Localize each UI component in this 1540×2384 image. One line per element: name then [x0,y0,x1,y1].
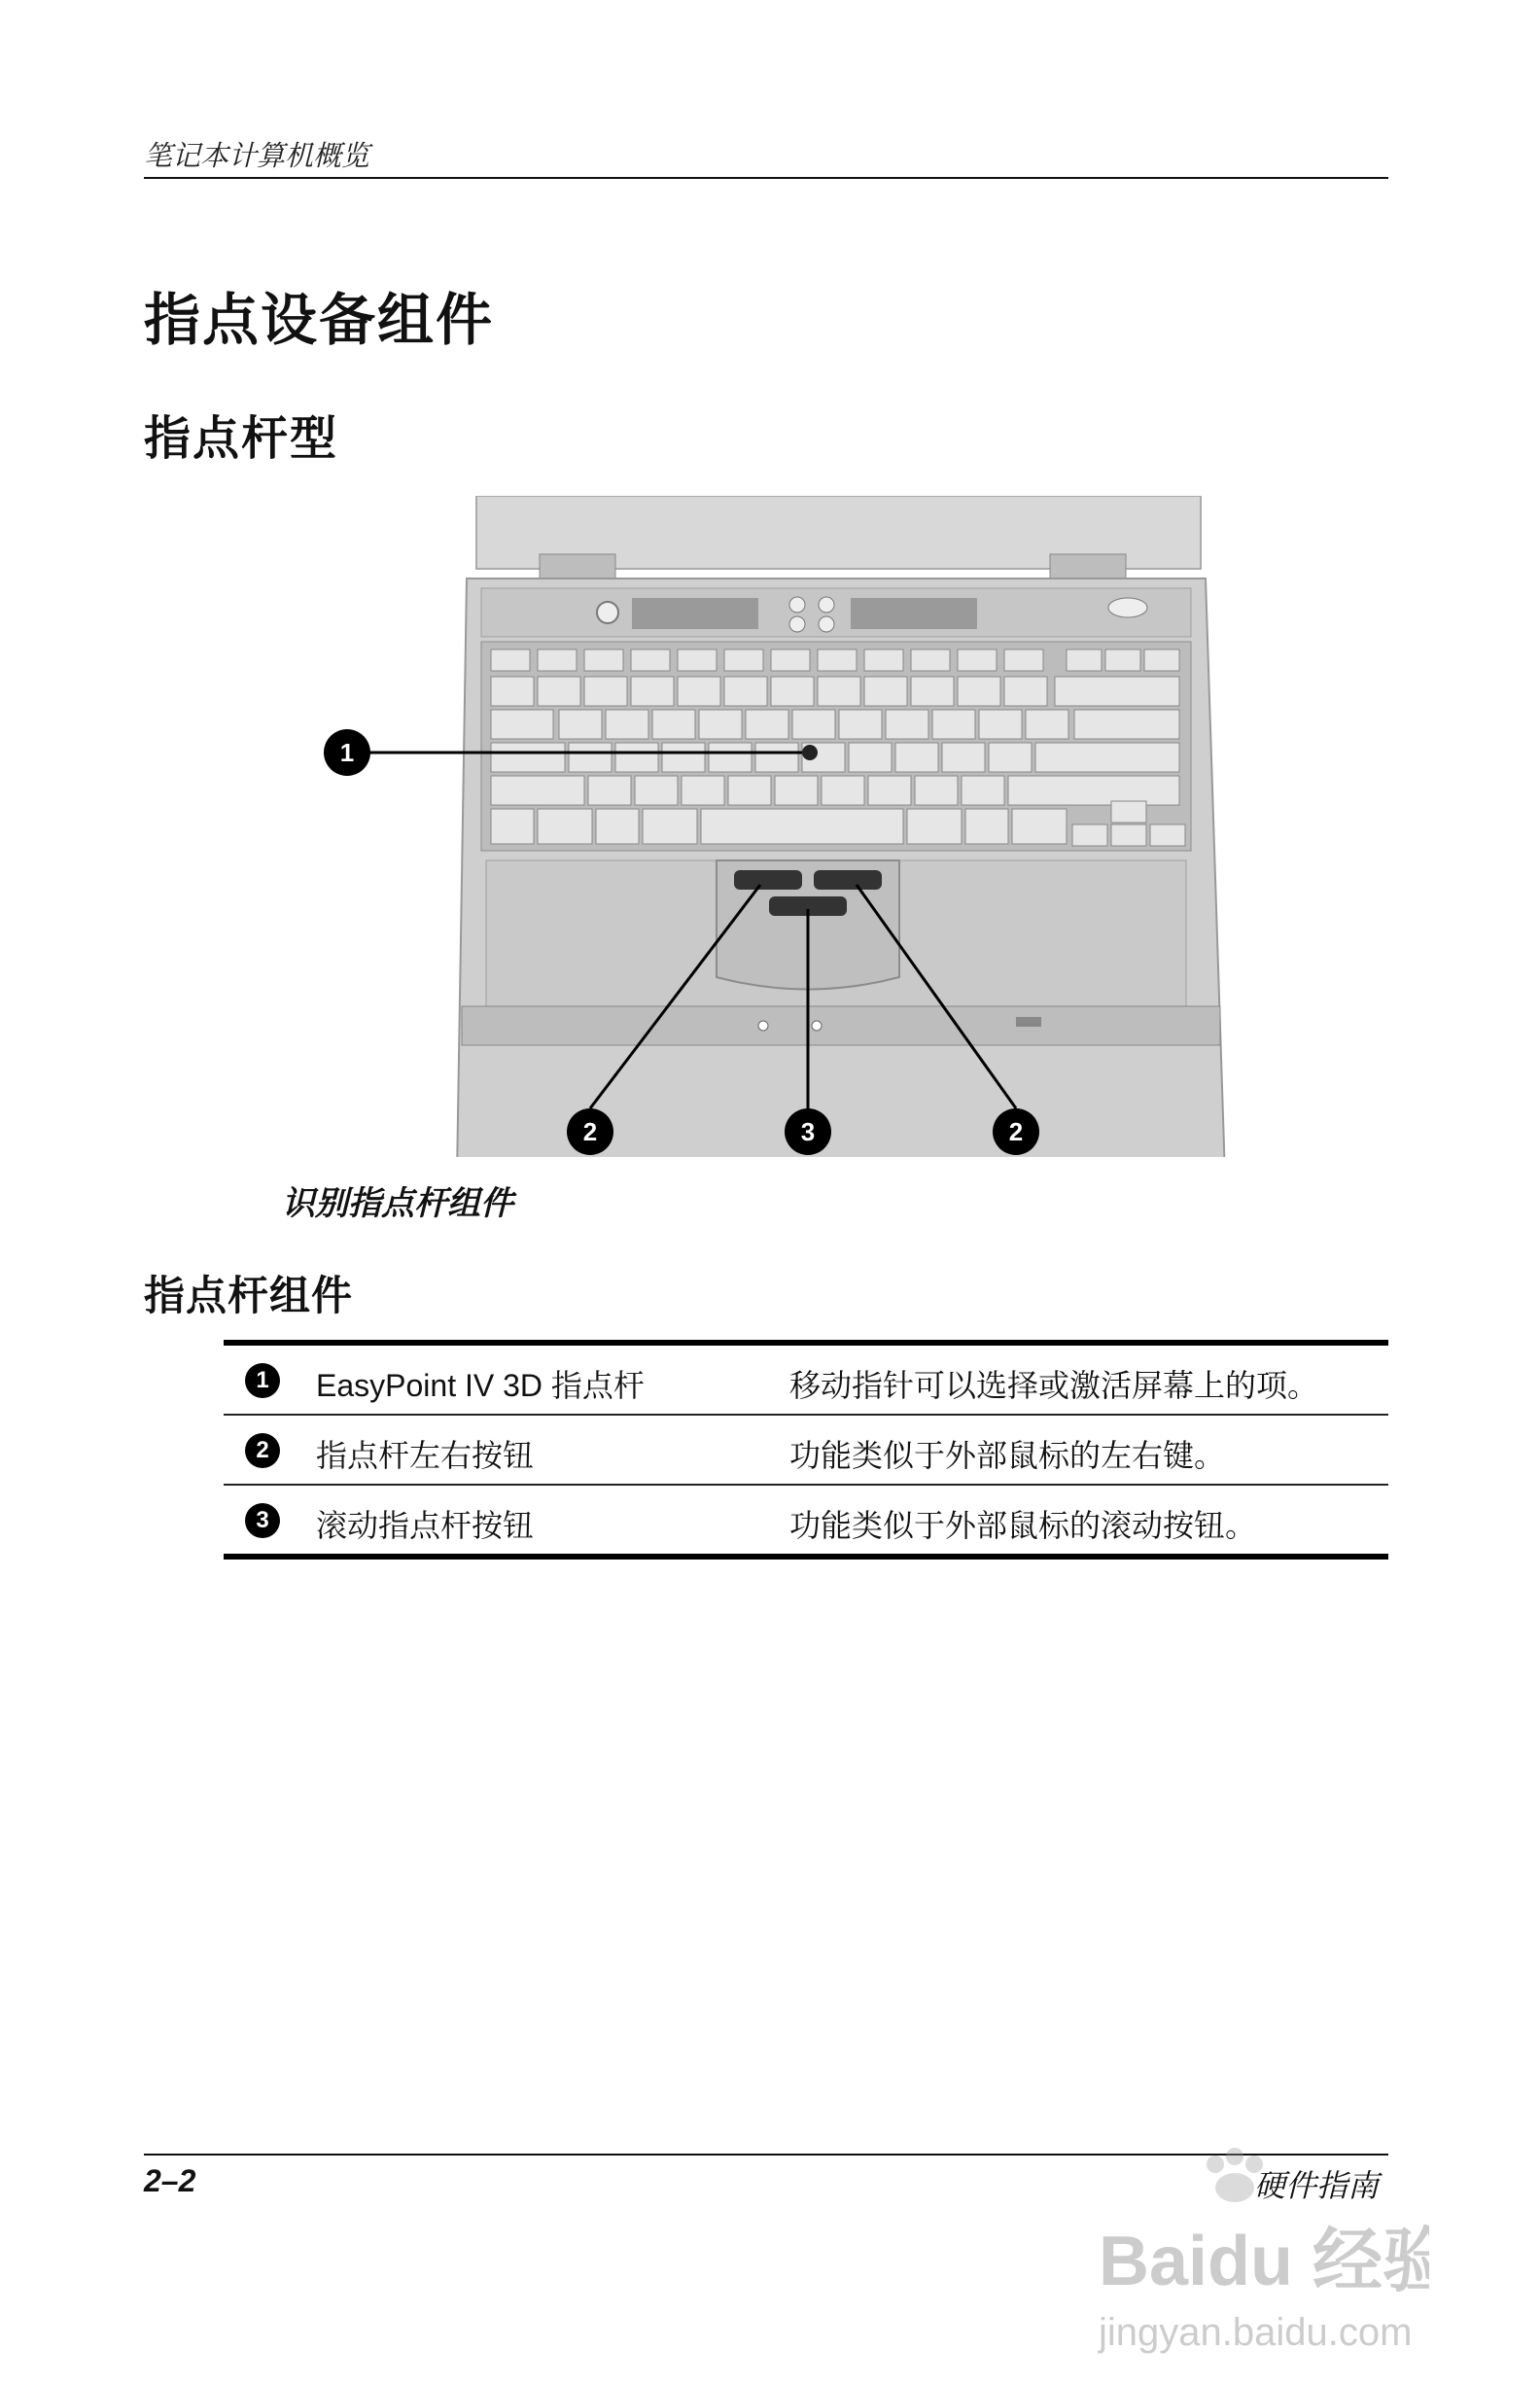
table-row [224,1486,1388,1560]
component-description: 功能类似于外部鼠标的滚动按钮。 [789,1508,1257,1543]
callout-2-right-label: 2 [1008,1117,1024,1146]
watermark-logo [1079,2139,1429,2363]
figure-caption: 识别指点杆组件 [282,1185,513,1222]
watermark-url: jingyan.baidu.com [1099,2311,1413,2354]
laptop-illustration [277,496,1385,1157]
section-title: 指点设备组件 [144,289,495,352]
callout-2-left-badge [567,1108,613,1155]
table-row [224,1416,1388,1486]
watermark-brand: Baidu 经验 [1099,2223,1429,2300]
row-number-badge: 3 [245,1503,280,1538]
subsection-title: 指点杆型 [144,413,339,465]
component-name: 指点杆左右按钮 [316,1438,535,1473]
header-rule [144,177,1388,179]
callout-1-label: 1 [339,738,355,767]
callout-2-left-label: 2 [582,1117,598,1146]
document-title: 硬件指南 [1254,2168,1380,2203]
component-description: 功能类似于外部鼠标的左右键。 [789,1438,1226,1473]
row-number-badge: 2 [245,1433,280,1468]
table-title: 指点杆组件 [144,1273,354,1318]
callout-3-badge [785,1108,831,1155]
page-number: 2–2 [144,2163,196,2198]
component-name: 滚动指点杆按钮 [316,1508,535,1543]
component-name: EasyPoint IV 3D 指点杆 [316,1368,645,1403]
callout-3-label: 3 [800,1117,816,1146]
table-row [224,1346,1388,1416]
row-number-badge: 1 [245,1363,280,1398]
component-description: 移动指针可以选择或激活屏幕上的项。 [789,1368,1319,1403]
callout-2-right-badge [993,1108,1039,1155]
components-table [224,1340,1388,1560]
running-header: 笔记本计算机概览 [144,141,370,172]
callout-1-badge [324,729,370,776]
